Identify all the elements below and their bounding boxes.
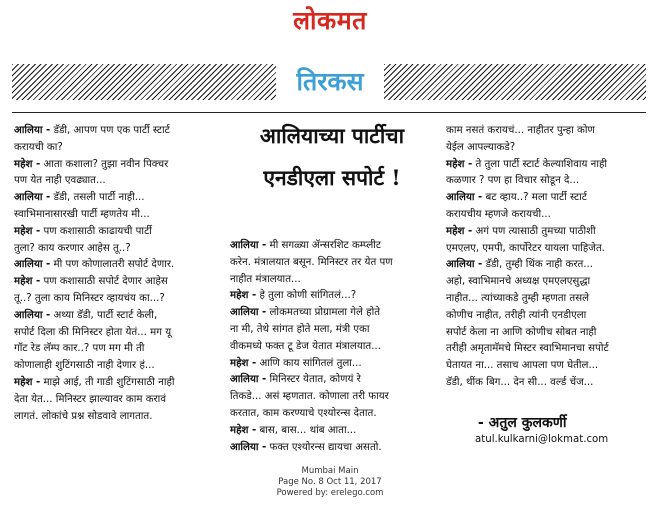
article-line [446, 224, 650, 241]
speaker-label: महेश - [14, 276, 41, 288]
dialogue-text: येईल आपल्याकडे? [446, 141, 516, 153]
article-line [446, 358, 650, 375]
article-line [230, 372, 435, 389]
footer-page-date: Page No. 8 Oct 11, 2017 [278, 477, 382, 487]
dialogue-text: डॅडी, आपण पण एक पार्टी स्टार्ट [50, 125, 170, 136]
article-line [446, 207, 650, 224]
dialogue-text: वीकमध्ये फक्त टू डेज येतात मंत्रालयात... [230, 340, 381, 352]
dialogue-text: करतात, काम करण्याचे एश्योरन्स देतात. [230, 407, 377, 419]
article-line [14, 325, 219, 342]
footer-edition: Mumbai Main [301, 466, 359, 476]
dialogue-text: माझे आई, ती गाडी शुटिंगसाठी नाही [40, 376, 175, 388]
speaker-label: आलिया - [14, 192, 51, 204]
article-line [14, 173, 219, 190]
speaker-label: आलिया - [230, 374, 267, 386]
dialogue-text: बास, बास... थांब आता... [256, 424, 357, 436]
dialogue-text: ते तुला पार्टी स्टार्ट केल्याशिवाय नाही [472, 158, 608, 170]
article-line [446, 173, 650, 190]
article-line [446, 291, 650, 308]
article-line [446, 375, 650, 392]
dialogue-text: तरीही अमृतामॅमचे मिस्टर स्वाभिमानचा सपोर्ट [446, 343, 609, 355]
speaker-label: आलिया - [230, 307, 267, 319]
speaker-label: महेश - [446, 225, 473, 237]
article-line [14, 392, 219, 409]
article-line [230, 238, 435, 255]
article-line [14, 157, 219, 174]
dialogue-text: नाहीत... त्यांच्याकडे तुम्ही म्हणता तसले [446, 292, 589, 304]
dialogue-text: सपोर्ट केला ना आणि कोणीच सोबत नाही [446, 326, 597, 338]
dialogue-text: डॅडी, थींक बिग... देन सी... वर्ल्ड चेंज... [446, 376, 594, 388]
section-title: तिरकस [296, 67, 364, 96]
section-divider [12, 112, 646, 113]
article-line [230, 322, 435, 339]
article-line [14, 375, 219, 392]
title-hatch-left [12, 64, 276, 100]
dialogue-text: कोणालाही शुटिंगसाठी नाही देणार हं... [14, 360, 155, 372]
dialogue-text: एमएलए, एमपी, कार्पोरेटर यायला पाहिजेत. [446, 242, 605, 254]
article-line [446, 341, 650, 358]
article-line [14, 140, 219, 157]
article-line [14, 241, 219, 258]
article-line [230, 272, 435, 289]
article-line [230, 423, 435, 440]
dialogue-text: फक्त एश्योरन्स द्यायचा असतो. [266, 441, 382, 453]
article-line [230, 305, 435, 322]
article-line [446, 325, 650, 342]
lokmat-logo: लोकमत [293, 6, 367, 35]
speaker-label: आलिया - [14, 259, 51, 271]
author-byline: - अतुल कुलकर्णी [478, 415, 567, 431]
page-footer [0, 466, 660, 499]
article-line [14, 257, 219, 274]
speaker-label: आलिया - [14, 309, 51, 321]
dialogue-text: करेन. मंत्रालयात बसून. मिनिस्टर तर येत पण [230, 256, 393, 268]
article-column-3 [446, 123, 650, 392]
dialogue-text: अहो, स्वाभिमानचे अध्यक्ष एमएलएसुद्धा [446, 276, 591, 288]
dialogue-text: सपोर्ट दिला की मिनिस्टर होता येतं... मग यू [14, 326, 172, 338]
dialogue-text: घेतायत ना... तसाच आपला पण घेतील... [446, 360, 599, 372]
dialogue-text: डॅडी, तुम्ही थिंक नाही करत... [482, 259, 594, 271]
footer-powered-by: Powered by: erelego.com [276, 488, 384, 498]
dialogue-text: करायचीय म्हणजे करायची... [446, 208, 551, 220]
dialogue-text: मी पण कोणालातरी सपोर्ट देणार. [50, 259, 175, 271]
headline [230, 117, 434, 232]
article-line [230, 406, 435, 423]
dialogue-text: लोकमतच्या प्रोग्रामला गेले होते [266, 307, 381, 319]
dialogue-text: गॉट रेड लॅम्प कार..? पण मग मी ती [14, 343, 145, 355]
speaker-label: आलिया - [446, 192, 483, 204]
speaker-label: आलिया - [446, 259, 483, 271]
article-line [230, 356, 435, 373]
article-line [14, 341, 219, 358]
speaker-label: महेश - [230, 424, 257, 436]
article-line [230, 288, 435, 305]
article-line [230, 389, 435, 406]
speaker-label: महेश - [230, 357, 257, 369]
article-line [14, 291, 219, 308]
dialogue-text: तुला? काय करणार आहेस तू..? [14, 242, 131, 254]
dialogue-text: पण येत नाही एवढ्यात... [14, 175, 106, 187]
speaker-label: महेश - [14, 376, 41, 388]
dialogue-text: अगं पण त्यासाठी तुमच्या पाठीशी [472, 225, 596, 237]
article-line [14, 190, 219, 207]
dialogue-text: कळणार ? पण हा विचार सोडून दे... [446, 175, 580, 187]
headline-line-2: एनडीएला सपोर्ट ! [263, 165, 401, 190]
dialogue-text: बट व्हाय..? मला पार्टी स्टार्ट [482, 192, 587, 204]
article-line [230, 440, 435, 457]
dialogue-text: देता येत... मिनिस्टर झाल्यावर काम करावं [14, 393, 166, 405]
article-line [14, 409, 219, 426]
article-line [14, 308, 219, 325]
article-line [14, 224, 219, 241]
article-line [446, 241, 650, 258]
speaker-label: आलिया - [230, 240, 267, 251]
article-line [14, 274, 219, 291]
dialogue-text: हे तुला कोणी सांगितलं...? [256, 290, 357, 302]
dialogue-text: आता कशाला? तुझा नवीन पिक्चर [40, 158, 169, 170]
article-column-2 [230, 238, 435, 456]
article-line [446, 140, 650, 157]
headline-line-1: आलियाच्या पार्टीचा [259, 123, 405, 148]
title-hatch-right [384, 64, 646, 100]
speaker-label: आलिया - [14, 125, 51, 136]
article-line [230, 339, 435, 356]
article-column-1 [14, 123, 219, 425]
article-line [446, 190, 650, 207]
dialogue-text: पण कशासाठी सपोर्ट देणार आहेस [40, 276, 168, 288]
dialogue-text: मिनिस्टर येतात, कोणयं रे [266, 374, 361, 386]
dialogue-text: लागतं. लोकांचे प्रश्न सोडवावे लागतात. [14, 410, 153, 422]
dialogue-text: ना मी, तेथे सांगत होते मला, मंत्री एका [230, 323, 370, 335]
speaker-label: आलिया - [230, 441, 267, 453]
dialogue-text: मी सगळ्या ॲन्सरशिट कम्प्लीट [266, 240, 382, 251]
dialogue-text: करायची का? [14, 141, 63, 153]
dialogue-text: तू..? तुला काय मिनिस्टर व्हायचंय का...? [14, 292, 165, 304]
author-email: atul.kulkarni@lokmat.com [475, 434, 609, 445]
dialogue-text: स्वाभिमानासारखी पार्टी म्हणतेय मी... [14, 208, 150, 220]
dialogue-text: आणि काय सांगितलं तुला... [256, 357, 362, 369]
dialogue-text: कोणीच नाहीत, तरीही त्यांनी एनडीएला [446, 309, 587, 321]
article-line [14, 207, 219, 224]
article-line [446, 257, 650, 274]
dialogue-text: डॅडी, तसली पार्टी नाही... [50, 192, 145, 204]
dialogue-text: तिकडे... असं म्हणतात. कोणाला तरी फायर [230, 391, 389, 403]
article-line [230, 255, 435, 272]
dialogue-text: अथ्या डॅडी, पार्टी स्टार्ट केली, [50, 309, 158, 321]
article-line [14, 358, 219, 375]
masthead [0, 0, 660, 38]
speaker-label: महेश - [14, 158, 41, 170]
speaker-label: महेश - [14, 225, 41, 237]
article-line [446, 308, 650, 325]
article-line [446, 157, 650, 174]
dialogue-text: नाहीत मंत्रालयात... [230, 273, 301, 285]
article-line [446, 123, 650, 140]
speaker-label: महेश - [446, 158, 473, 170]
speaker-label: महेश - [230, 290, 257, 302]
article-line [446, 274, 650, 291]
article-line [14, 123, 219, 140]
dialogue-text: पण कशासाठी काढायची पार्टी [40, 225, 152, 237]
dialogue-text: काम नसतं करायचं... नाहीतर पुन्हा कोण [446, 125, 595, 136]
